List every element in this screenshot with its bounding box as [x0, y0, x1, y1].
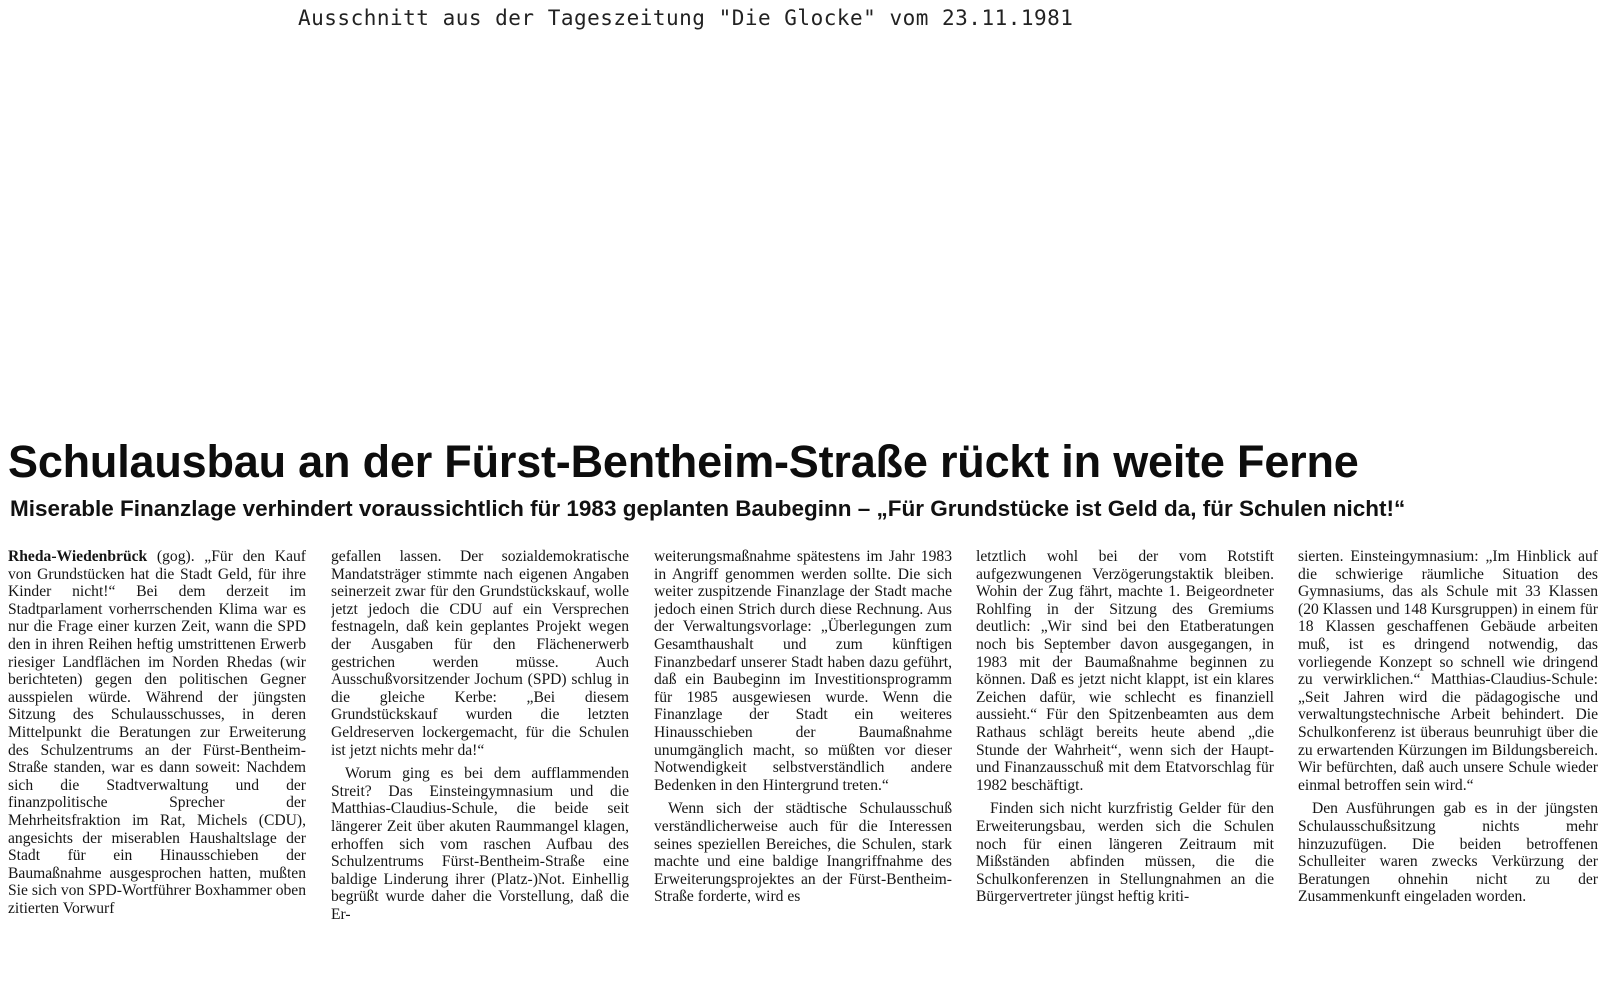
article-column-2 — [331, 548, 629, 993]
article-column-5 — [1298, 548, 1598, 993]
article-column-1 — [8, 548, 306, 993]
article-paragraph: Worum ging es bei dem aufflammenden Streit? Das Einsteingymnasium und die Matthias-Claudius-Schule, die beide seit längerer Zeit über akuten Raummangel klagen, erhoffen sich vom raschen Aufbau des Schulzentrums Fürst-Bentheim-Straße eine baldige Linderung ihrer (Platz-)Not. Einhellig begrüßt wurde daher die Vorstellung, daß die Er- — [331, 765, 629, 923]
article-paragraph: Wenn sich der städtische Schulausschuß verständlicherweise auch für die Interessen seines speziellen Bereiches, die Schulen, stark machte und eine baldige Inangriffnahme des Erweiterungsprojektes an der Fürst-Bentheim-Straße forderte, wird es — [654, 800, 952, 906]
dateline: Rheda-Wiedenbrück — [8, 548, 148, 565]
article-paragraph: weiterungsmaßnahme spätestens im Jahr 1983 in Angriff genommen werden sollte. Die sich weiter zuspitzende Finanzlage der Stadt mache jedoch einen Strich durch diese Rechnung. Aus der Verwaltungsvorlage: „Überlegungen zum Gesamthaushalt und zum künftigen Finanzbedarf unserer Stadt haben dazu geführt, daß ein Baubeginn im Investitionsprogramm für 1985 ausgewiesen wurde. Wenn die Finanzlage der Stadt ein weiteres Hinausschieben der Baumaßnahme unumgänglich macht, so müßten vor dieser Notwendigkeit selbstverständlich andere Bedenken in den Hintergrund treten.“ — [654, 548, 952, 794]
paragraph-text: (gog). „Für den Kauf von Grundstücken hat die Stadt Geld, für ihre Kinder nicht!“ Bei dem derzeit im Stadtparlament vorherrschenden Klima war es nur die Frage einer kurzen Zeit, wann die SPD den in ihren Reihen heftig umstrittenen Erwerb riesiger Landflächen im Norden Rhedas (wir berichteten) gegen den politischen Gegner ausspielen würde. Während der jüngsten Sitzung des Schulausschusses, in deren Mittelpunkt die Beratungen zur Erweiterung des Schulzentrums an der Fürst-Bentheim-Straße standen, war es dann soweit: Nachdem sich die Stadtverwaltung und der finanzpolitische Sprecher der Mehrheitsfraktion im Rat, Michels (CDU), angesichts der miserablen Haushaltslage der Stadt für ein Hinausschieben der Baumaßnahme ausgesprochen hatten, mußten Sie sich von SPD-Wortführer Boxhammer oben zitierten Vorwurf — [8, 548, 306, 917]
article-paragraph: Den Ausführungen gab es in der jüngsten Schulausschußsitzung nichts mehr hinzuzufügen. Die beiden betroffenen Schulleiter waren zwecks Verkürzung der Beratungen ohnehin nicht zu der Zusammenkunft eingeladen worden. — [1298, 800, 1598, 906]
article-paragraph — [8, 548, 306, 917]
article-column-4 — [976, 548, 1274, 993]
headline: Schulausbau an der Fürst-Bentheim-Straße rückt in weite Ferne — [8, 436, 1359, 487]
article-paragraph: letztlich wohl bei der vom Rotstift aufgezwungenen Verzögerungstaktik bleiben. Wohin der Zug fährt, machte 1. Beigeordneter Rohlfing in der Sitzung des Gremiums deutlich: „Wir sind bei den Etatberatungen noch bis September davon ausgegangen, in 1983 mit der Baumaßnahme beginnen zu können. Daß es jetzt nicht klappt, ist ein klares Zeichen dafür, wie schlecht es finanziell aussieht.“ Für den Spitzenbeamten aus dem Rathaus schlägt bereits heute abend „die Stunde der Wahrheit“, wenn sich der Haupt- und Finanzausschuß mit dem Etatvorschlag für 1982 beschäftigt. — [976, 548, 1274, 794]
article-paragraph: Finden sich nicht kurzfristig Gelder für den Erweiterungsbau, werden sich die Schulen noch für einen längeren Zeitraum mit Mißständen abfinden müssen, die die Schulkonferenzen in Stellungnahmen an die Bürgervertreter jüngst heftig kriti- — [976, 800, 1274, 906]
article-column-3 — [654, 548, 952, 993]
article-paragraph: gefallen lassen. Der sozialdemokratische Mandatsträger stimmte nach eigenen Angaben seinerzeit zwar für den Grundstückskauf, wolle jetzt jedoch die CDU auf ein Versprechen festnageln, daß kein geplantes Projekt wegen der Ausgaben für den Flächenerwerb gestrichen werden müsse. Auch Ausschußvorsitzender Jochum (SPD) schlug in die gleiche Kerbe: „Bei diesem Grundstückskauf wurden die letzten Geldreserven lockergemacht, für die Schulen ist jetzt nichts mehr da!“ — [331, 548, 629, 759]
source-line: Ausschnitt aus der Tageszeitung "Die Glocke" vom 23.11.1981 — [298, 6, 1074, 30]
article-paragraph: sierten. Einsteingymnasium: „Im Hinblick auf die schwierige räumliche Situation des Gymnasiums, das als Schule mit 33 Klassen (20 Klassen und 148 Kursgruppen) in einem für 18 Klassen geschaffenen Gebäude arbeiten muß, ist es dringend notwendig, das vorliegende Konzept so schnell wie dringend zu verwirklichen.“ Matthias-Claudius-Schule: „Seit Jahren wird die pädagogische und verwaltungstechnische Arbeit behindert. Die Schulkonferenz ist überaus beunruhigt über die zu erwartenden Kürzungen im Bildungsbereich. Wir befürchten, daß auch unsere Schule wieder einmal betroffen sein wird.“ — [1298, 548, 1598, 794]
article-body — [8, 548, 1600, 993]
subheadline: Miserable Finanzlage verhindert voraussichtlich für 1983 geplanten Baubeginn – „Für Grundstücke ist Geld da, für Schulen nicht!“ — [10, 496, 1406, 521]
